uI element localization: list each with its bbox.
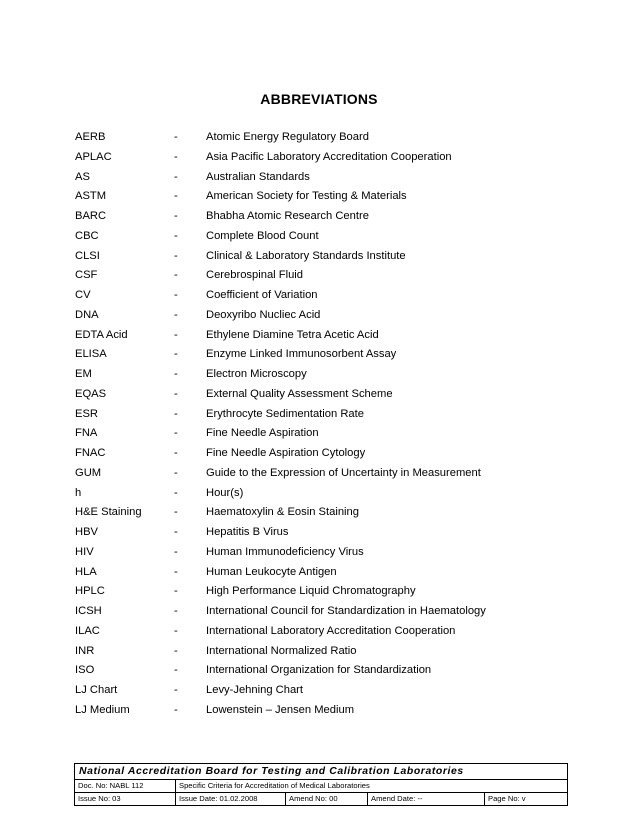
abbreviation-definition: Hour(s): [206, 486, 244, 499]
abbreviation-separator: -: [174, 427, 178, 440]
abbreviation-term: LJ Medium: [75, 703, 130, 716]
abbreviation-separator: -: [174, 703, 178, 716]
footer-amend-date: Amend Date: --: [367, 793, 484, 805]
abbreviation-definition: Cerebrospinal Fluid: [206, 269, 304, 282]
abbreviation-separator: -: [174, 466, 178, 479]
abbreviation-definition: Enzyme Linked Immunosorbent Assay: [206, 348, 397, 361]
abbreviation-row: [75, 127, 575, 147]
abbreviation-row: [75, 206, 575, 226]
abbreviation-definition: Deoxyribo Nucliec Acid: [206, 308, 321, 321]
footer-doc-no: Doc. No: NABL 112: [78, 781, 144, 790]
abbreviation-row: [75, 246, 575, 266]
abbreviation-separator: -: [174, 289, 178, 301]
abbreviation-definition: Australian Standards: [206, 170, 310, 183]
abbreviation-row: [75, 167, 575, 187]
footer-doc-title: Specific Criteria for Accreditation of Medical Laboratories: [175, 780, 567, 792]
abbreviation-separator: -: [174, 624, 178, 637]
abbreviation-row: [75, 641, 575, 661]
abbreviation-row: [75, 305, 575, 325]
abbreviation-separator: -: [174, 269, 178, 282]
abbreviation-definition: Erythrocyte Sedimentation Rate: [206, 407, 364, 420]
abbreviation-term: ICSH: [75, 605, 102, 617]
abbreviation-separator: -: [174, 565, 178, 578]
abbreviation-row: [75, 423, 575, 443]
abbreviation-definition: Ethylene Diamine Tetra Acetic Acid: [206, 328, 379, 341]
abbreviation-separator: -: [174, 545, 178, 558]
abbreviation-separator: -: [174, 605, 178, 617]
abbreviation-separator: -: [174, 328, 178, 341]
abbreviation-row: [75, 344, 575, 364]
abbreviation-separator: -: [174, 150, 178, 163]
abbreviation-row: [75, 226, 575, 246]
abbreviation-separator: -: [174, 190, 178, 203]
abbreviation-definition: Complete Blood Count: [206, 229, 319, 242]
abbreviation-row: [75, 483, 575, 503]
abbreviation-term: CBC: [75, 229, 99, 242]
abbreviation-row: [75, 463, 575, 483]
abbreviation-term: DNA: [75, 308, 99, 321]
abbreviation-row: [75, 443, 575, 463]
footer-issue-no: Issue No: 03: [78, 794, 121, 803]
abbreviation-term: HLA: [75, 565, 97, 578]
abbreviation-row: [75, 700, 575, 720]
abbreviation-definition: Human Leukocyte Antigen: [206, 565, 337, 578]
footer-doc-row: [75, 780, 567, 792]
footer-issue-date: Issue Date: 01.02.2008: [175, 793, 285, 805]
abbreviation-list: [75, 127, 575, 720]
document-footer: [74, 763, 568, 806]
abbreviation-definition: Human Immunodeficiency Virus: [206, 545, 364, 558]
abbreviation-definition: Hepatitis B Virus: [206, 526, 289, 538]
abbreviation-separator: -: [174, 387, 178, 400]
abbreviation-definition: International Organization for Standardization: [206, 664, 432, 677]
abbreviation-definition: Electron Microscopy: [206, 368, 307, 380]
abbreviation-definition: International Normalized Ratio: [206, 644, 357, 657]
abbreviation-definition: Atomic Energy Regulatory Board: [206, 131, 369, 143]
abbreviation-separator: -: [174, 229, 178, 242]
abbreviation-term: INR: [75, 644, 95, 657]
abbreviation-definition: International Council for Standardization in Haematology: [206, 605, 486, 617]
abbreviation-separator: -: [174, 368, 178, 380]
page-title: ABBREVIATIONS: [260, 91, 378, 107]
abbreviation-term: EQAS: [75, 387, 107, 400]
abbreviation-definition: Coefficient of Variation: [206, 289, 318, 301]
footer-organization-title: National Accreditation Board for Testing and Calibration Laboratories: [75, 764, 567, 780]
abbreviation-row: [75, 522, 575, 542]
abbreviation-separator: -: [174, 506, 178, 519]
abbreviation-row: [75, 502, 575, 522]
abbreviation-term: HIV: [75, 545, 94, 558]
footer-page-no: Page No: v: [484, 793, 567, 805]
abbreviation-row: [75, 680, 575, 700]
abbreviation-definition: Fine Needle Aspiration: [206, 427, 319, 440]
abbreviation-term: ILAC: [75, 624, 100, 637]
abbreviation-term: LJ Chart: [75, 684, 118, 696]
abbreviation-definition: High Performance Liquid Chromatography: [206, 585, 416, 598]
abbreviation-definition: International Laboratory Accreditation Cooperation: [206, 624, 456, 637]
abbreviation-separator: -: [174, 407, 178, 420]
abbreviation-row: [75, 186, 575, 206]
abbreviation-term: ISO: [75, 664, 95, 677]
abbreviation-separator: -: [174, 644, 178, 657]
abbreviation-term: APLAC: [75, 150, 112, 163]
abbreviation-row: [75, 601, 575, 621]
abbreviation-term: BARC: [75, 210, 107, 222]
abbreviation-definition: Bhabha Atomic Research Centre: [206, 210, 369, 222]
abbreviation-definition: Haematoxylin & Eosin Staining: [206, 506, 359, 519]
abbreviation-definition: Levy-Jehning Chart: [206, 684, 304, 696]
abbreviation-term: ASTM: [75, 190, 107, 203]
abbreviation-term: ESR: [75, 407, 99, 420]
abbreviation-term: H&E Staining: [75, 506, 142, 519]
footer-amend-no: Amend No: 00: [285, 793, 367, 805]
abbreviation-term: ELISA: [75, 348, 107, 361]
abbreviation-row: [75, 562, 575, 582]
abbreviation-definition: Clinical & Laboratory Standards Institute: [206, 249, 406, 262]
abbreviation-separator: -: [174, 486, 178, 499]
abbreviation-separator: -: [174, 308, 178, 321]
abbreviation-definition: Lowenstein – Jensen Medium: [206, 703, 355, 716]
abbreviation-definition: External Quality Assessment Scheme: [206, 387, 393, 400]
abbreviation-separator: -: [174, 348, 178, 361]
abbreviation-row: [75, 265, 575, 285]
abbreviation-row: [75, 404, 575, 424]
abbreviation-term: CSF: [75, 269, 98, 282]
abbreviation-row: [75, 660, 575, 680]
abbreviation-row: [75, 285, 575, 305]
abbreviation-separator: -: [174, 210, 178, 222]
abbreviation-definition: Asia Pacific Laboratory Accreditation Cooperation: [206, 150, 452, 163]
abbreviation-separator: -: [174, 526, 178, 538]
abbreviation-term: FNAC: [75, 447, 106, 459]
abbreviation-row: [75, 542, 575, 562]
abbreviation-term: AS: [75, 170, 90, 183]
abbreviation-row: [75, 621, 575, 641]
abbreviation-term: h: [75, 486, 82, 499]
abbreviation-definition: Guide to the Expression of Uncertainty in Measurement: [206, 466, 481, 479]
footer-issue-row: [75, 792, 567, 805]
abbreviation-term: EM: [75, 368, 92, 380]
abbreviation-row: [75, 325, 575, 345]
abbreviation-term: EDTA Acid: [75, 328, 128, 341]
abbreviation-separator: -: [174, 664, 178, 677]
abbreviation-term: AERB: [75, 131, 106, 143]
abbreviation-term: CV: [75, 289, 91, 301]
abbreviation-definition: Fine Needle Aspiration Cytology: [206, 447, 366, 459]
abbreviation-row: [75, 364, 575, 384]
abbreviation-separator: -: [174, 447, 178, 459]
abbreviation-definition: American Society for Testing & Materials: [206, 190, 407, 203]
abbreviation-separator: -: [174, 131, 178, 143]
abbreviation-term: HPLC: [75, 585, 105, 598]
abbreviation-row: [75, 147, 575, 167]
abbreviation-separator: -: [174, 170, 178, 183]
abbreviation-separator: -: [174, 684, 178, 696]
abbreviation-term: FNA: [75, 427, 98, 440]
abbreviation-term: GUM: [75, 466, 102, 479]
abbreviation-separator: -: [174, 249, 178, 262]
abbreviation-term: CLSI: [75, 249, 100, 262]
abbreviation-row: [75, 384, 575, 404]
abbreviation-separator: -: [174, 585, 178, 598]
abbreviation-row: [75, 581, 575, 601]
abbreviation-term: HBV: [75, 526, 99, 538]
